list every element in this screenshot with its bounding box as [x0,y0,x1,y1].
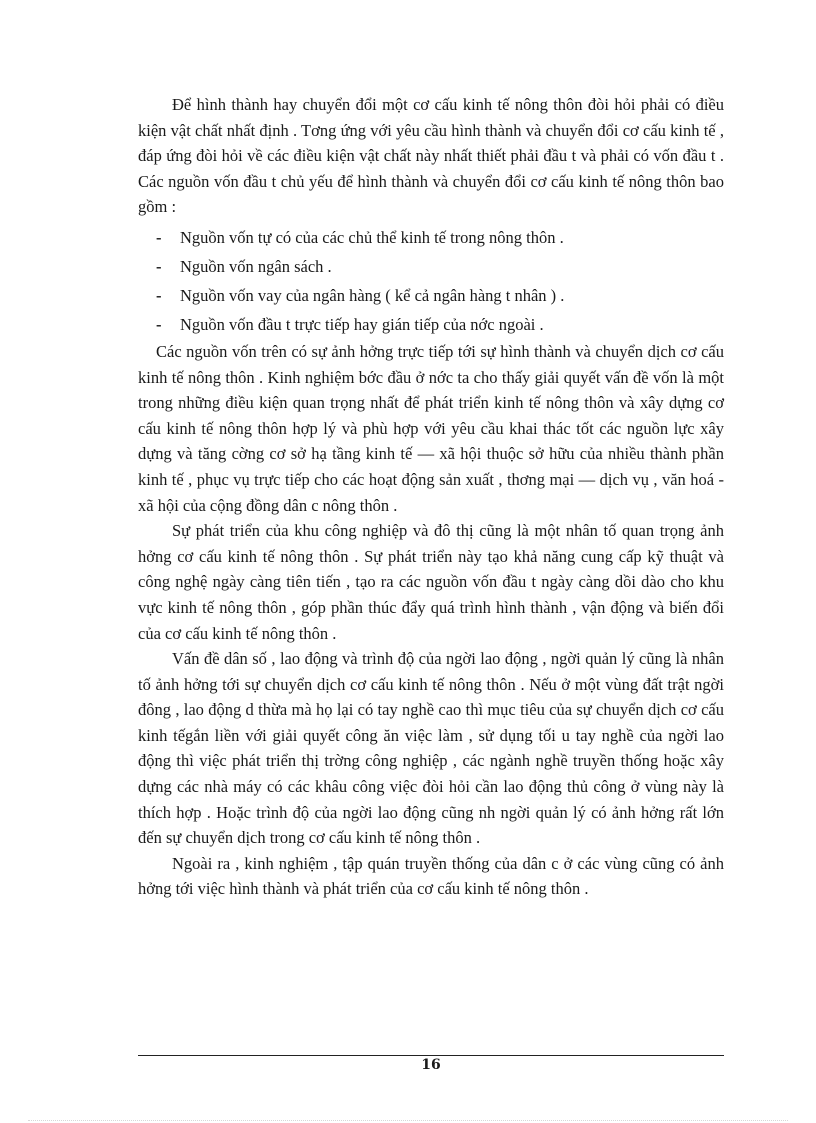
list-item-text: Nguồn vốn vay của ngân hàng ( kể cả ngân hàng t nhân ) . [180,285,565,305]
bullet-dash: - [156,285,162,305]
list-item [138,252,724,281]
paragraph-traditions: Ngoài ra , kinh nghiệm , tập quán truyền thống của dân c ở các vùng cũng có ảnh hởng tới việc hình thành và phát triển của cơ cấu kinh tế nông thôn . [138,853,724,899]
page-edge-divider [28,1120,788,1121]
paragraph-population-labor: Vấn đề dân số , lao động và trình độ của ngời lao động , ngời quản lý cũng là nhân tố ảnh hởng tới sự chuyển dịch cơ cấu kinh tế nông thôn . Nếu ở một vùng đất trật ngời đông , lao động d thừa mà họ lại có tay nghề cao thì mục tiêu của sự chuyển dịch cơ cấu kinh tếgắn liền với giải quyết công ăn việc làm , sử dụng tối u tay nghề của ngời lao động thì việc phát triển thị trờng công nghiệp , các ngành nghề truyền thống hoặc xây dựng các nhà máy có các khâu công việc đòi hỏi cần lao động thủ công ở vùng này là thích hợp . Hoặc trình độ của ngời lao động cũng nh ngời quản lý có ảnh hởng rất lớn đến sự chuyển dịch trong cơ cấu kinh tế nông thôn . [138,649,724,848]
list-item-text: Nguồn vốn ngân sách . [180,256,332,276]
page-number: 16 [421,1057,441,1073]
list-item-text: Nguồn vốn tự có của các chủ thể kinh tế trong nông thôn . [180,227,564,247]
capital-sources-list [138,223,724,339]
document-body [138,92,724,902]
list-item-text: Nguồn vốn đầu t trực tiếp hay gián tiếp của nớc ngoài . [180,314,544,334]
bullet-dash: - [156,227,162,247]
bullet-dash: - [156,314,162,334]
footer-rule [138,1055,724,1056]
list-item [138,310,724,339]
bullet-dash: - [156,256,162,276]
paragraph-capital-requirements: Để hình thành hay chuyển đổi một cơ cấu kinh tế nông thôn đòi hỏi phải có điều kiện vật chất nhất định . Tơng ứng với yêu cầu hình thành và chuyển đổi cơ cấu kinh tế , đáp ứng đòi hỏi về các điều kiện vật chất này nhất thiết phải đầu t và phải có vốn đầu t . Các nguồn vốn đầu t chủ yếu để hình thành và chuyển đổi cơ cấu kinh tế nông thôn bao gồm : [138,95,724,217]
paragraph-industry-urban: Sự phát triển của khu công nghiệp và đô thị cũng là một nhân tố quan trọng ảnh hởng cơ cấu kinh tế nông thôn . Sự phát triển này tạo khả năng cung cấp kỹ thuật và công nghệ ngày càng tiên tiến , tạo ra các nguồn vốn đầu t ngày càng dồi dào cho khu vực kinh tế nông thôn , góp phần thúc đẩy quá trình hình thành , vận động và biến đổi của cơ cấu kinh tế nông thôn . [138,521,724,643]
list-item [138,281,724,310]
paragraph-capital-influence: Các nguồn vốn trên có sự ảnh hởng trực tiếp tới sự hình thành và chuyển dịch cơ cấu kinh tế nông thôn . Kinh nghiệm bớc đầu ở nớc ta cho thấy giải quyết vấn đề vốn là một trong những điều kiện quan trọng nhất để phát triển kinh tế nông thôn và xây dựng cơ cấu kinh tế nông thôn hợp lý và phù hợp với yêu cầu khai thác tốt các nguồn lực xây dựng và tăng cờng cơ sở hạ tầng kinh tế — xã hội thuộc sở hữu của nhiều thành phần kinh tế , phục vụ trực tiếp cho các hoạt động sản xuất , thơng mại — dịch vụ , văn hoá - xã hội của cộng đồng dân c nông thôn . [138,341,724,515]
list-item [138,223,724,252]
